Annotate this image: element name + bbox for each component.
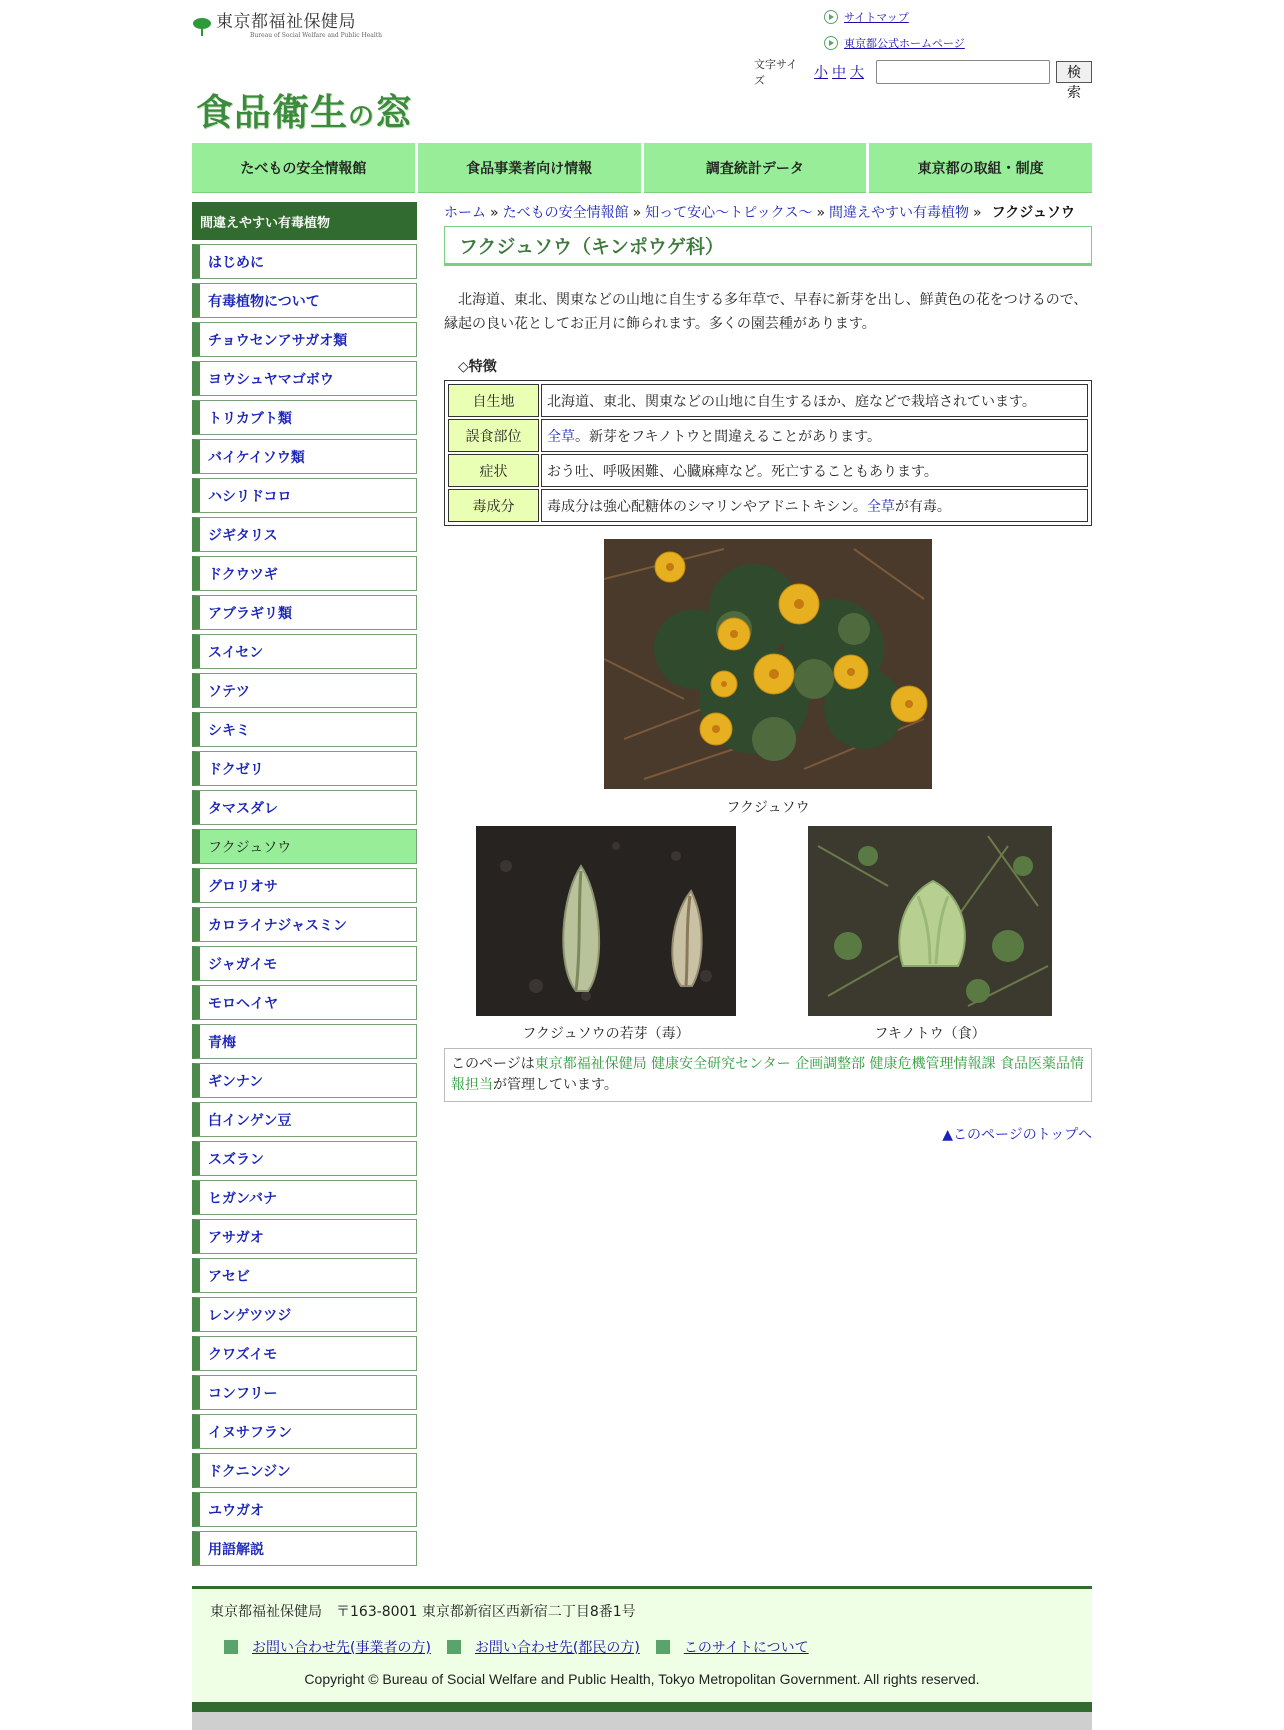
search-input[interactable] <box>876 60 1050 84</box>
photo-caption-fukinotou: フキノトウ（食） <box>874 1026 986 1042</box>
bureau-name: 東京都福祉保健局 <box>216 12 356 32</box>
breadcrumb <box>444 202 1092 224</box>
feature-label: 自生地 <box>448 384 539 417</box>
sidebar-item[interactable]: 用語解説 <box>192 1531 417 1566</box>
breadcrumb-home[interactable]: ホーム <box>444 205 486 221</box>
sidebar-title: 間違えやすい有毒植物 <box>192 202 417 240</box>
feature-text: おう吐、呼吸困難、心臓麻痺など。死亡することもあります。 <box>547 463 938 480</box>
sidebar-item[interactable]: コンフリー <box>192 1375 417 1410</box>
font-size-medium-link[interactable]: 中 <box>832 64 847 80</box>
nav-food-safety-info[interactable]: たべもの安全情報館 <box>192 143 415 193</box>
sidebar-item[interactable]: ハシリドコロ <box>192 478 417 513</box>
sidebar-item[interactable]: トリカブト類 <box>192 400 417 435</box>
sidebar-item[interactable]: ギンナン <box>192 1063 417 1098</box>
sidebar-item[interactable]: イヌサフラン <box>192 1414 417 1449</box>
search-button[interactable]: 検索 <box>1056 61 1092 83</box>
photo-fukujusou-flowers <box>604 539 932 789</box>
breadcrumb-topics[interactable]: 知って安心～トピックス～ <box>645 205 813 221</box>
site-title-logo[interactable] <box>196 82 413 136</box>
sidebar-item[interactable]: ドクゼリ <box>192 751 417 786</box>
font-size-small-link[interactable]: 小 <box>814 64 829 80</box>
breadcrumb-current: フクジュソウ <box>991 205 1075 221</box>
sidebar-item[interactable]: ヒガンバナ <box>192 1180 417 1215</box>
manage-prefix: このページは <box>451 1056 535 1072</box>
photo-fukinotou <box>808 826 1052 1016</box>
breadcrumb-separator: » <box>816 205 826 221</box>
feature-label: 毒成分 <box>448 489 539 522</box>
footer <box>192 1586 1092 1702</box>
sidebar-item[interactable]: アセビ <box>192 1258 417 1293</box>
feature-keyword: 全草 <box>547 428 575 445</box>
copyright: Copyright © Bureau of Social Welfare and Public Health, Tokyo Metropolitan Government. All rights reserved. <box>304 1671 980 1687</box>
page-top-link[interactable]: ▲このページのトップへ <box>942 1127 1092 1143</box>
features-heading: ◇特徴 <box>458 359 497 375</box>
sidebar-item[interactable]: レンゲツツジ <box>192 1297 417 1332</box>
sidebar-item[interactable]: アサガオ <box>192 1219 417 1254</box>
breadcrumb-separator: » <box>973 205 982 221</box>
feature-value <box>541 454 1088 487</box>
ginkgo-leaf-icon <box>192 17 212 37</box>
feature-value <box>541 489 1088 522</box>
tokyo-official-link[interactable]: 東京都公式ホームページ <box>844 38 965 50</box>
header-links <box>824 4 965 56</box>
feature-row <box>447 418 1089 453</box>
footer-gray-bar <box>192 1712 1092 1730</box>
sidebar-item[interactable]: ジャガイモ <box>192 946 417 981</box>
footer-contact-business-link[interactable]: お問い合わせ先(事業者の方) <box>252 1640 431 1656</box>
manage-org: 東京都福祉保健局 健康安全研究センター 企画調整部 健康危機管理情報課 食品医薬品情報担当 <box>451 1056 1084 1093</box>
feature-text: が有毒。 <box>894 498 951 515</box>
sidebar-item[interactable]: スズラン <box>192 1141 417 1176</box>
global-nav <box>192 143 1092 193</box>
sidebar-item[interactable]: ソテツ <box>192 673 417 708</box>
manage-suffix: が管理しています。 <box>493 1077 618 1093</box>
sidebar-list <box>192 244 417 1566</box>
sidebar <box>192 202 417 1566</box>
breadcrumb-food-safety[interactable]: たべもの安全情報館 <box>502 205 629 221</box>
sidebar-item[interactable]: グロリオサ <box>192 868 417 903</box>
site-title-main: 食品衛生 <box>196 90 348 134</box>
site-title-no: の <box>348 102 376 132</box>
sitemap-link[interactable]: サイトマップ <box>844 12 909 24</box>
nav-tokyo-initiatives[interactable]: 東京都の取組・制度 <box>869 143 1092 193</box>
sidebar-item[interactable]: アブラギリ類 <box>192 595 417 630</box>
square-bullet-icon <box>224 1640 238 1654</box>
site-title-end: 窓 <box>375 90 414 134</box>
circle-arrow-icon <box>824 10 838 24</box>
sidebar-item[interactable]: チョウセンアサガオ類 <box>192 322 417 357</box>
circle-arrow-icon <box>824 36 838 50</box>
photo-caption-fukujusou: フクジュソウ <box>726 800 810 816</box>
photo-caption-fukujusou-sprouts: フクジュソウの若芽（毒） <box>522 1026 690 1042</box>
feature-text: 毒成分は強心配糖体のシマリンやアドニトキシン。 <box>547 498 867 515</box>
font-size-label: 文字サイズ <box>754 59 798 87</box>
sitemap-link-row <box>824 4 965 30</box>
sidebar-item[interactable]: バイケイソウ類 <box>192 439 417 474</box>
sidebar-item[interactable]: タマスダレ <box>192 790 417 825</box>
sidebar-item[interactable]: シキミ <box>192 712 417 747</box>
square-bullet-icon <box>656 1640 670 1654</box>
nav-business-info[interactable]: 食品事業者向け情報 <box>418 143 641 193</box>
tokyo-official-link-row <box>824 30 965 56</box>
footer-address: 東京都福祉保健局 〒163-8001 東京都新宿区西新宿二丁目8番1号 <box>210 1604 636 1620</box>
sidebar-item[interactable]: モロヘイヤ <box>192 985 417 1020</box>
photo-fukujusou-sprouts <box>476 826 736 1016</box>
sidebar-item[interactable]: ドクニンジン <box>192 1453 417 1488</box>
feature-value <box>541 419 1088 452</box>
sidebar-item[interactable]: クワズイモ <box>192 1336 417 1371</box>
main-content <box>444 202 1092 526</box>
feature-row <box>447 488 1089 523</box>
breadcrumb-poisonous-plants[interactable]: 間違えやすい有毒植物 <box>829 205 970 221</box>
breadcrumb-separator: » <box>632 205 642 221</box>
nav-statistics-data[interactable]: 調査統計データ <box>644 143 867 193</box>
sidebar-item[interactable]: ジギタリス <box>192 517 417 552</box>
feature-value <box>541 384 1088 417</box>
bureau-name-en: Bureau of Social Welfare and Public Health <box>250 32 383 39</box>
breadcrumb-separator: » <box>490 205 499 221</box>
sidebar-item[interactable]: 有毒植物について <box>192 283 417 318</box>
bureau-logo[interactable] <box>192 14 382 39</box>
footer-bar <box>192 1702 1092 1712</box>
feature-text: 。新芽をフキノトウと間違えることがあります。 <box>575 428 882 445</box>
sidebar-item[interactable]: カロライナジャスミン <box>192 907 417 942</box>
features-table <box>444 380 1092 526</box>
feature-row <box>447 453 1089 488</box>
footer-contact-citizen-link[interactable]: お問い合わせ先(都民の方) <box>474 1640 640 1656</box>
sidebar-item[interactable]: ユウガオ <box>192 1492 417 1527</box>
feature-text: 北海道、東北、関東などの山地に自生するほか、庭などで栽培されています。 <box>547 393 1036 410</box>
page-title: フクジュソウ（キンポウゲ科） <box>444 226 1092 266</box>
feature-row <box>447 383 1089 418</box>
sidebar-item[interactable]: はじめに <box>192 244 417 279</box>
sidebar-item[interactable]: ヨウシュヤマゴボウ <box>192 361 417 396</box>
sidebar-item[interactable]: 青梅 <box>192 1024 417 1059</box>
sidebar-item[interactable]: スイセン <box>192 634 417 669</box>
sidebar-item[interactable]: ドクウツギ <box>192 556 417 591</box>
feature-keyword: 全草 <box>866 498 895 515</box>
sidebar-item[interactable]: フクジュソウ <box>192 829 417 864</box>
intro-paragraph: 北海道、東北、関東などの山地に自生する多年草で、早春に新芽を出し、鮮黄色の花をつけるので、縁起の良い花としてお正月に飾られます。多くの園芸種があります。 <box>444 292 1088 332</box>
font-size-large-link[interactable]: 大 <box>850 64 865 80</box>
sidebar-item[interactable]: 白インゲン豆 <box>192 1102 417 1137</box>
square-bullet-icon <box>447 1640 461 1654</box>
footer-links <box>224 1637 825 1657</box>
feature-label: 症状 <box>448 454 539 487</box>
feature-label: 誤食部位 <box>448 419 539 452</box>
footer-about-site-link[interactable]: このサイトについて <box>683 1640 809 1656</box>
page-manager-note <box>444 1048 1092 1102</box>
font-size-and-search <box>754 56 1092 101</box>
